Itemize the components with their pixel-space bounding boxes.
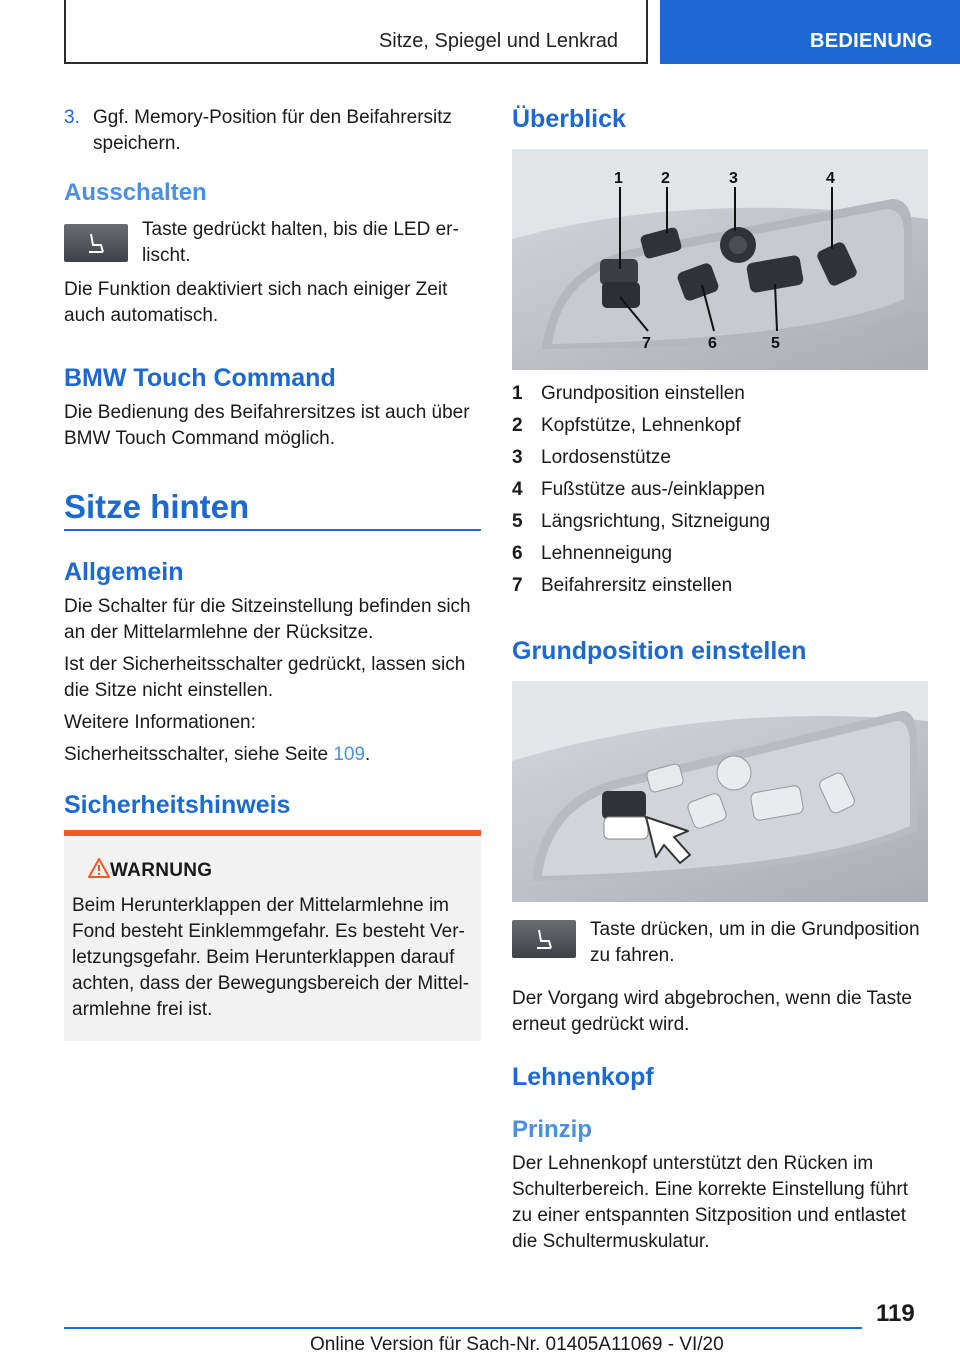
memory-button-photo (512, 681, 928, 902)
legend-text: Fußstütze aus-/einklappen (541, 479, 765, 500)
reset-button-image (512, 920, 576, 958)
grundposition-heading: Grundposition einstellen (512, 637, 807, 665)
abort-line2: erneut gedrückt wird. (512, 1014, 690, 1035)
heading-rule (64, 529, 481, 531)
more-info-label: Weitere Informationen: (64, 712, 256, 733)
seat-button-image (64, 224, 128, 262)
callout-4: 4 (826, 170, 835, 187)
ausschalten-text-line1: Taste gedrückt halten, bis die LED er- (142, 219, 459, 240)
legend-number: 7 (512, 575, 523, 596)
legend-number: 3 (512, 447, 523, 468)
allgemein-heading: Allgemein (64, 558, 184, 586)
legend-text: Längsrichtung, Sitzneigung (541, 511, 771, 532)
step-text-line2: speichern. (93, 133, 181, 154)
touch-line2: BMW Touch Command möglich. (64, 428, 336, 449)
legend-text: Kopfstütze, Lehnenkopf (541, 415, 741, 436)
warning-line5: armlehne frei ist. (72, 999, 213, 1020)
safety-hint-heading: Sicherheitshinweis (64, 791, 291, 819)
warning-line1: Beim Herunterklappen der Mittelarmlehne im (72, 895, 449, 916)
footer-rule (64, 1327, 862, 1329)
ausschalten-text-line2: lischt. (142, 245, 191, 266)
callout-5: 5 (771, 335, 780, 352)
seat-icon (86, 231, 106, 255)
callout-3: 3 (729, 170, 738, 187)
section-title: Sitze, Spiegel und Lenkrad (378, 30, 618, 52)
legend-text: Grundposition einstellen (541, 383, 745, 404)
prinzip-line2: Schulterbereich. Eine korrekte Einstellung führt (512, 1179, 909, 1200)
prinzip-line4: die Schultermuskulatur. (512, 1231, 710, 1252)
callout-2: 2 (661, 170, 670, 187)
prinzip-heading: Prinzip (512, 1116, 593, 1143)
warning-box (64, 830, 481, 1041)
legend-number: 6 (512, 543, 523, 564)
callout-7: 7 (642, 335, 651, 352)
callout-1: 1 (614, 170, 623, 187)
grundpos-text-line2: zu fahren. (590, 945, 675, 966)
seat-reset-icon (534, 927, 554, 951)
memory-button-illustration (512, 681, 928, 902)
reference-text: Sicherheitsschalter, siehe Seite (64, 744, 334, 765)
legend-number: 4 (512, 479, 523, 500)
warning-line4: achten, dass der Bewegungsbereich der Mittel- (72, 973, 470, 994)
page-number: 119 (876, 1300, 915, 1327)
legend-number: 2 (512, 415, 523, 436)
legend-text: Beifahrersitz einstellen (541, 575, 733, 596)
step-text-line1: Ggf. Memory-Position für den Beifahrersitz (93, 107, 453, 128)
touch-command-heading: BMW Touch Command (64, 364, 336, 392)
rear-seats-heading: Sitze hinten (64, 488, 250, 525)
step-number: 3. (64, 107, 80, 128)
prinzip-line3: zu einer entspannten Sitzposition und entlastet (512, 1205, 906, 1226)
seat-controls-illustration (512, 149, 928, 370)
legend-number: 1 (512, 383, 523, 404)
ausschalten-heading: Ausschalten (64, 179, 207, 206)
auto-off-line1: Die Funktion deaktiviert sich nach einiger Zeit (64, 279, 448, 300)
auto-off-line2: auch automatisch. (64, 305, 219, 326)
legend-text: Lordosenstütze (541, 447, 671, 468)
overview-heading: Überblick (512, 105, 626, 133)
abort-line1: Der Vorgang wird abgebrochen, wenn die Taste (512, 988, 912, 1009)
chapter-tab[interactable]: BEDIENUNG (660, 0, 960, 64)
allgemein-line1: Die Schalter für die Sitzeinstellung befinden sich (64, 596, 471, 617)
lehnenkopf-heading: Lehnenkopf (512, 1063, 654, 1091)
warning-title: WARNUNG (110, 860, 213, 881)
page-reference (64, 742, 370, 768)
reference-end: . (365, 744, 371, 765)
warning-line2: Fond besteht Einklemmgefahr. Es besteht Ver- (72, 921, 465, 942)
grundpos-text-line1: Taste drücken, um in die Grundposition (590, 919, 920, 940)
touch-line1: Die Bedienung des Beifahrersitzes ist auch über (64, 402, 470, 423)
legend-number: 5 (512, 511, 523, 532)
warning-triangle-icon (87, 857, 111, 879)
prinzip-line1: Der Lehnenkopf unterstützt den Rücken im (512, 1153, 874, 1174)
legend-text: Lehnenneigung (541, 543, 673, 564)
safety-line1: Ist der Sicherheitsschalter gedrückt, lassen sich (64, 654, 466, 675)
callout-6: 6 (708, 335, 717, 352)
seat-controls-photo (512, 149, 928, 370)
safety-line2: die Sitze nicht einstellen. (64, 680, 274, 701)
allgemein-line2: an der Mittelarmlehne der Rücksitze. (64, 622, 374, 643)
warning-line3: letzungsgefahr. Beim Herunterklappen darauf (72, 947, 455, 968)
edition-info: Online Version für Sach-Nr. 01405A11069 - VI/20 (310, 1334, 724, 1355)
page-reference-link[interactable]: 109 (333, 744, 366, 765)
